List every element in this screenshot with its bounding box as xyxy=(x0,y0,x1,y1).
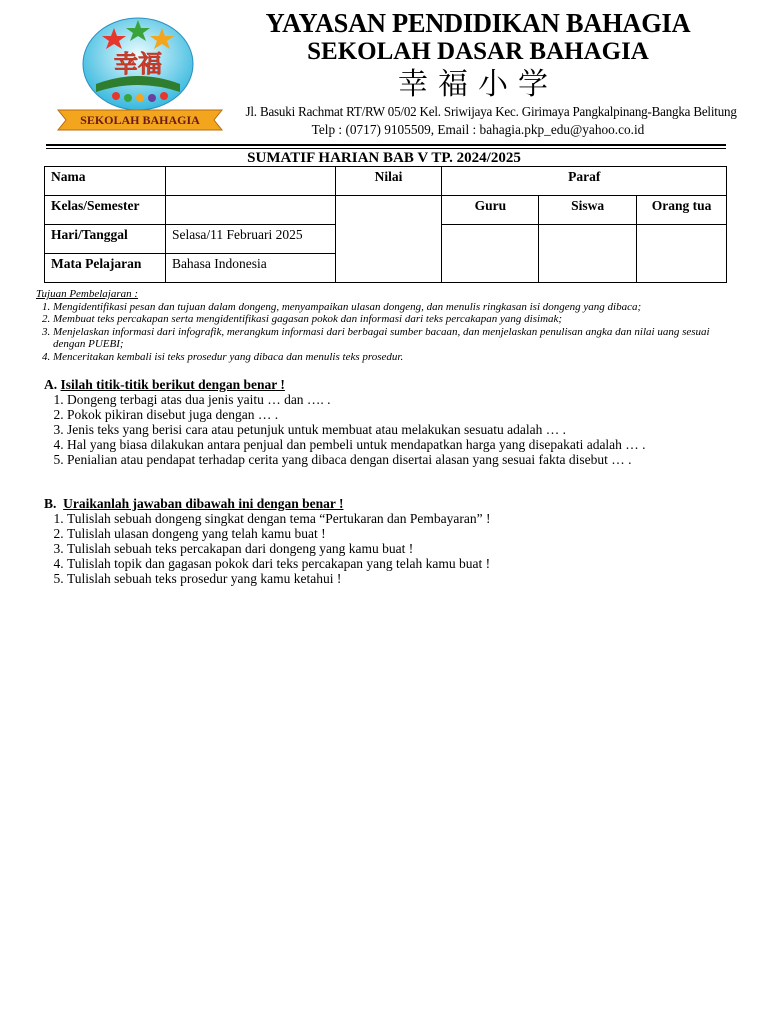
hari-label: Hari/Tanggal xyxy=(45,225,166,254)
letterhead xyxy=(228,8,737,140)
logo-glyphs: 幸福 xyxy=(114,50,162,78)
learning-goals-title: Tujuan Pembelajaran : xyxy=(36,288,139,300)
section-a-list xyxy=(44,392,734,467)
section-b-list xyxy=(44,511,734,586)
learning-goals-list xyxy=(36,301,736,364)
kelas-field[interactable] xyxy=(165,196,335,225)
goal-item: 2. Membuat teks percakapan serta mengidentifikasi gagasan pokok dan informasi dari teks percakapan yang disimak; xyxy=(53,313,736,326)
goal-item: 3. Menjelaskan informasi dari infografik, merangkum informasi dari berbagai sumber bacaan, dan menjelaskan penulisan angka dan nilai uang sesuai dengan PUEBI; xyxy=(53,326,736,351)
paraf-label: Paraf xyxy=(442,167,727,196)
mapel-label: Mata Pelajaran xyxy=(45,254,166,283)
header-rule-thin xyxy=(46,148,726,149)
section-a-heading xyxy=(44,377,734,392)
siswa-signature-field[interactable] xyxy=(539,225,637,283)
guru-signature-field[interactable] xyxy=(442,225,539,283)
foundation-name: YAYASAN PENDIDIKAN BAHAGIA xyxy=(265,8,691,38)
header-rule-thick xyxy=(46,144,726,146)
question-item: 2. Tulislah ulasan dongeng yang telah kamu buat ! xyxy=(67,526,734,541)
guru-label: Guru xyxy=(442,196,539,225)
section-b-letter: B. xyxy=(44,496,57,511)
section-a-letter: A. xyxy=(44,377,58,392)
hari-value: Selasa/11 Februari 2025 xyxy=(165,225,335,254)
nilai-label: Nilai xyxy=(335,167,442,196)
mapel-value: Bahasa Indonesia xyxy=(165,254,335,283)
section-a-title: Isilah titik-titik berikut dengan benar ! xyxy=(60,377,285,392)
siswa-label: Siswa xyxy=(539,196,637,225)
question-item: 4. Hal yang biasa dilakukan antara penjual dan pembeli untuk mendapatkan harga yang disepakati adalah … . xyxy=(67,437,734,452)
section-b xyxy=(44,496,734,586)
goal-item: 1. Mengidentifikasi pesan dan tujuan dalam dongeng, menyampaikan ulasan dongeng, dan menulis ringkasan isi dongeng yang dibaca; xyxy=(53,301,736,314)
school-address: Jl. Basuki Rachmat RT/RW 05/02 Kel. Sriwijaya Kec. Girimaya Pangkalpinang-Bangka Belitung xyxy=(245,105,737,120)
learning-goals xyxy=(36,288,736,363)
section-b-heading xyxy=(44,496,734,511)
school-chinese-name: 幸福小学 xyxy=(398,67,558,102)
question-item: 1. Tulislah sebuah dongeng singkat dengan tema “Pertukaran dan Pembayaran” ! xyxy=(67,511,734,526)
school-logo xyxy=(56,14,224,136)
ortu-label: Orang tua xyxy=(637,196,727,225)
nama-field[interactable] xyxy=(165,167,335,196)
section-b-title: Uraikanlah jawaban dibawah ini dengan benar ! xyxy=(63,496,344,511)
question-item: 2. Pokok pikiran disebut juga dengan … . xyxy=(67,407,734,422)
question-item: 5. Penialian atau pendapat terhadap cerita yang dibaca dengan disertai alasan yang sesuai fakta disebut … . xyxy=(67,452,734,467)
school-name: SEKOLAH DASAR BAHAGIA xyxy=(307,38,649,65)
nama-label: Nama xyxy=(45,167,166,196)
student-info-table xyxy=(44,166,727,283)
goal-item: 4. Menceritakan kembali isi teks prosedur yang dibaca dan menulis teks prosedur. xyxy=(53,351,736,364)
question-item: 1. Dongeng terbagi atas dua jenis yaitu … dan …. . xyxy=(67,392,734,407)
ortu-signature-field[interactable] xyxy=(637,225,727,283)
logo-banner: SEKOLAH BAHAGIA xyxy=(80,113,200,127)
document-title: SUMATIF HARIAN BAB V TP. 2024/2025 xyxy=(247,150,521,166)
question-item: 3. Tulislah sebuah teks percakapan dari dongeng yang kamu buat ! xyxy=(67,541,734,556)
nilai-field[interactable] xyxy=(335,196,442,283)
kelas-label: Kelas/Semester xyxy=(45,196,166,225)
question-item: 4. Tulislah topik dan gagasan pokok dari teks percakapan yang telah kamu buat ! xyxy=(67,556,734,571)
section-a xyxy=(44,377,734,467)
question-item: 3. Jenis teks yang berisi cara atau petunjuk untuk membuat atau melakukan sesuatu adalah … . xyxy=(67,422,734,437)
school-contact: Telp : (0717) 9105509, Email : bahagia.pkp_edu@yahoo.co.id xyxy=(311,123,645,138)
question-item: 5. Tulislah sebuah teks prosedur yang kamu ketahui ! xyxy=(67,571,734,586)
